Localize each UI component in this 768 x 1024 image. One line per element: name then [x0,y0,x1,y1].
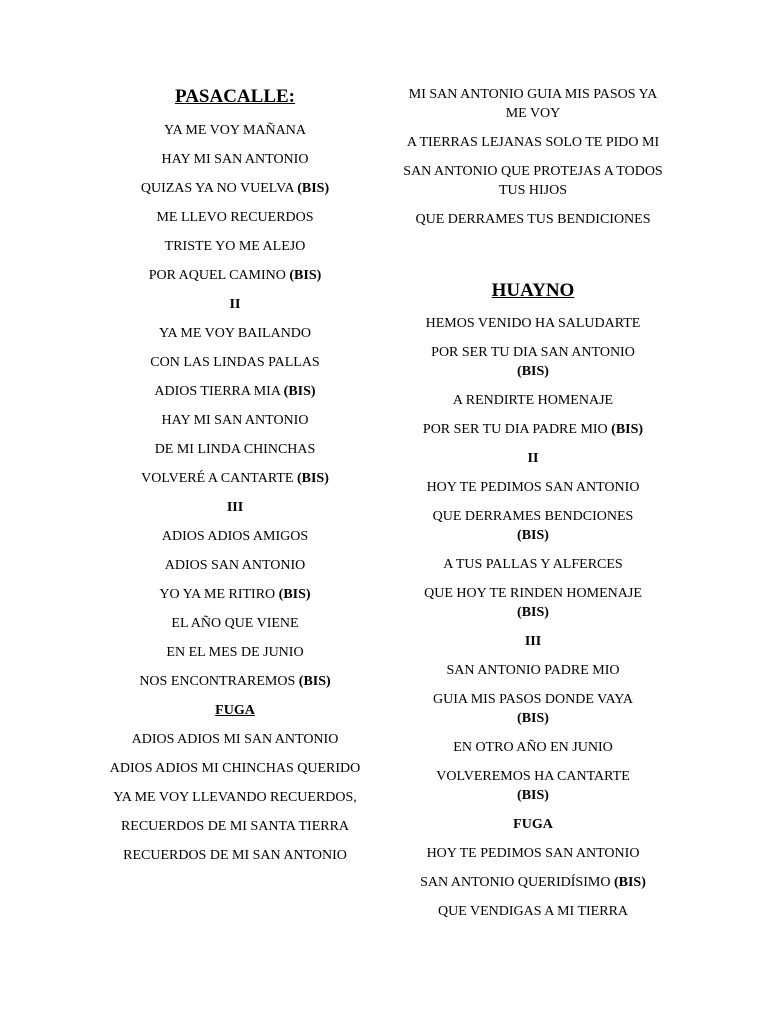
section-number [100,498,370,517]
lyric-line [100,643,370,662]
section-number [398,449,668,468]
lyric-line [100,614,370,633]
repeat-marker: (BIS) [613,875,646,890]
fuga-heading [100,701,370,720]
lyric-text: CON LAS LINDAS PALLAS [150,355,320,370]
lyric-line [100,411,370,430]
lyric-text: HAY MI SAN ANTONIO [161,413,309,428]
lyric-text: SAN ANTONIO QUERIDÍSIMO [420,875,611,890]
lyric-text: HEMOS VENIDO HA SALUDARTE [425,316,641,331]
lyric-text: HOY TE PEDIMOS SAN ANTONIO [426,846,640,861]
lyric-line [398,584,668,622]
lyric-text: RECUERDOS DE MI SANTA TIERRA [120,819,350,834]
lyric-text: VOLVEREMOS HA CANTARTE [436,769,630,784]
lyric-text: SAN ANTONIO QUE PROTEJAS A TODOS TUS HIJOS [403,164,663,198]
lyric-line [398,314,668,333]
lyric-line [398,738,668,757]
lyric-text: ADIOS SAN ANTONIO [164,558,306,573]
lyric-line [100,266,370,285]
lyric-text: FUGA [513,817,553,832]
lyric-text: DE MI LINDA CHINCHAS [154,442,316,457]
lyric-text: SAN ANTONIO PADRE MIO [446,663,620,678]
repeat-marker: (BIS) [611,422,644,437]
lyric-text: EL AÑO QUE VIENE [171,616,299,631]
lyric-line [100,788,370,807]
lyric-line [398,507,668,545]
lyric-line [398,343,668,381]
lyric-text: POR AQUEL CAMINO [148,268,286,283]
lyric-text: II [229,297,241,312]
lyric-line [100,730,370,749]
lyric-line [100,208,370,227]
pasacalle-title: PASACALLE: [175,86,295,107]
lyric-line [100,469,370,488]
repeat-marker: (BIS) [517,364,549,379]
lyric-text: EN OTRO AÑO EN JUNIO [453,740,613,755]
lyric-line [398,661,668,680]
lyric-text: QUIZAS YA NO VUELVA [140,181,294,196]
lyric-line [100,237,370,256]
lyric-line [100,440,370,459]
repeat-marker: (BIS) [517,788,549,803]
lyric-line [100,527,370,546]
lyric-text: POR SER TU DIA PADRE MIO [422,422,608,437]
repeat-marker: (BIS) [517,605,549,620]
lyric-line [100,179,370,198]
lyric-text: ADIOS ADIOS MI CHINCHAS QUERIDO [109,761,361,776]
lyric-text: TRISTE YO ME ALEJO [164,239,306,254]
lyric-line [398,85,668,123]
lyric-line [100,556,370,575]
repeat-marker: (BIS) [298,674,331,689]
section-number [398,632,668,651]
lyric-line [398,162,668,200]
lyric-line [398,391,668,410]
lyric-text: QUE DERRAMES BENDCIONES [432,509,634,524]
repeat-marker: (BIS) [297,181,330,196]
lyric-text: YA ME VOY LLEVANDO RECUERDOS, [113,790,357,805]
section-number [100,295,370,314]
lyric-line [398,420,668,439]
lyric-text: III [226,500,244,515]
lyric-text: POR SER TU DIA SAN ANTONIO [431,345,635,360]
lyric-text: NOS ENCONTRAREMOS [139,674,296,689]
lyric-line [100,121,370,140]
lyric-line [398,902,668,921]
repeat-marker: (BIS) [296,471,329,486]
lyric-text: HAY MI SAN ANTONIO [161,152,309,167]
lyric-line [398,690,668,728]
huayno-title: HUAYNO [491,280,575,301]
repeat-marker: (BIS) [283,384,316,399]
lyric-line [100,817,370,836]
lyric-line [100,382,370,401]
lyric-line [398,133,668,152]
lyric-text: YO YA ME RITIRO [159,587,276,602]
lyric-text: QUE HOY TE RINDEN HOMENAJE [424,586,642,601]
lyric-line [100,353,370,372]
lyric-text: III [524,634,542,649]
lyric-text: YA ME VOY BAILANDO [158,326,312,341]
lyric-text: ME LLEVO RECUERDOS [156,210,314,225]
lyric-text: FUGA [215,703,255,718]
lyric-text: YA ME VOY MAÑANA [164,123,306,138]
lyric-text: VOLVERÉ A CANTARTE [141,471,294,486]
lyric-line [398,873,668,892]
lyric-line [100,759,370,778]
lyric-line [398,555,668,574]
lyric-line [398,478,668,497]
lyric-text: A TUS PALLAS Y ALFERCES [443,557,623,572]
lyric-text: A TIERRAS LEJANAS SOLO TE PIDO MI [406,135,660,150]
lyric-line [398,210,668,229]
repeat-marker: (BIS) [517,528,549,543]
lyric-line [100,324,370,343]
lyric-text: QUE VENDIGAS A MI TIERRA [437,904,629,919]
lyric-text: RECUERDOS DE MI SAN ANTONIO [123,848,347,863]
lyric-line [100,672,370,691]
lyric-text: QUE DERRAMES TUS BENDICIONES [415,212,651,227]
lyric-text: II [527,451,539,466]
lyric-line [398,844,668,863]
lyric-line [398,767,668,805]
lyric-text: GUIA MIS PASOS DONDE VAYA [433,692,633,707]
lyric-text: ADIOS ADIOS AMIGOS [161,529,309,544]
lyric-text: HOY TE PEDIMOS SAN ANTONIO [426,480,640,495]
lyric-text: ADIOS TIERRA MIA [154,384,281,399]
lyric-line [100,846,370,865]
lyric-line [100,150,370,169]
repeat-marker: (BIS) [289,268,322,283]
section-number [398,815,668,834]
lyric-text: MI SAN ANTONIO GUIA MIS PASOS YA ME VOY [408,87,658,121]
repeat-marker: (BIS) [278,587,311,602]
lyric-text: ADIOS ADIOS MI SAN ANTONIO [131,732,339,747]
lyric-text: A RENDIRTE HOMENAJE [452,393,614,408]
lyric-line [100,585,370,604]
lyric-text: EN EL MES DE JUNIO [166,645,304,660]
repeat-marker: (BIS) [517,711,549,726]
